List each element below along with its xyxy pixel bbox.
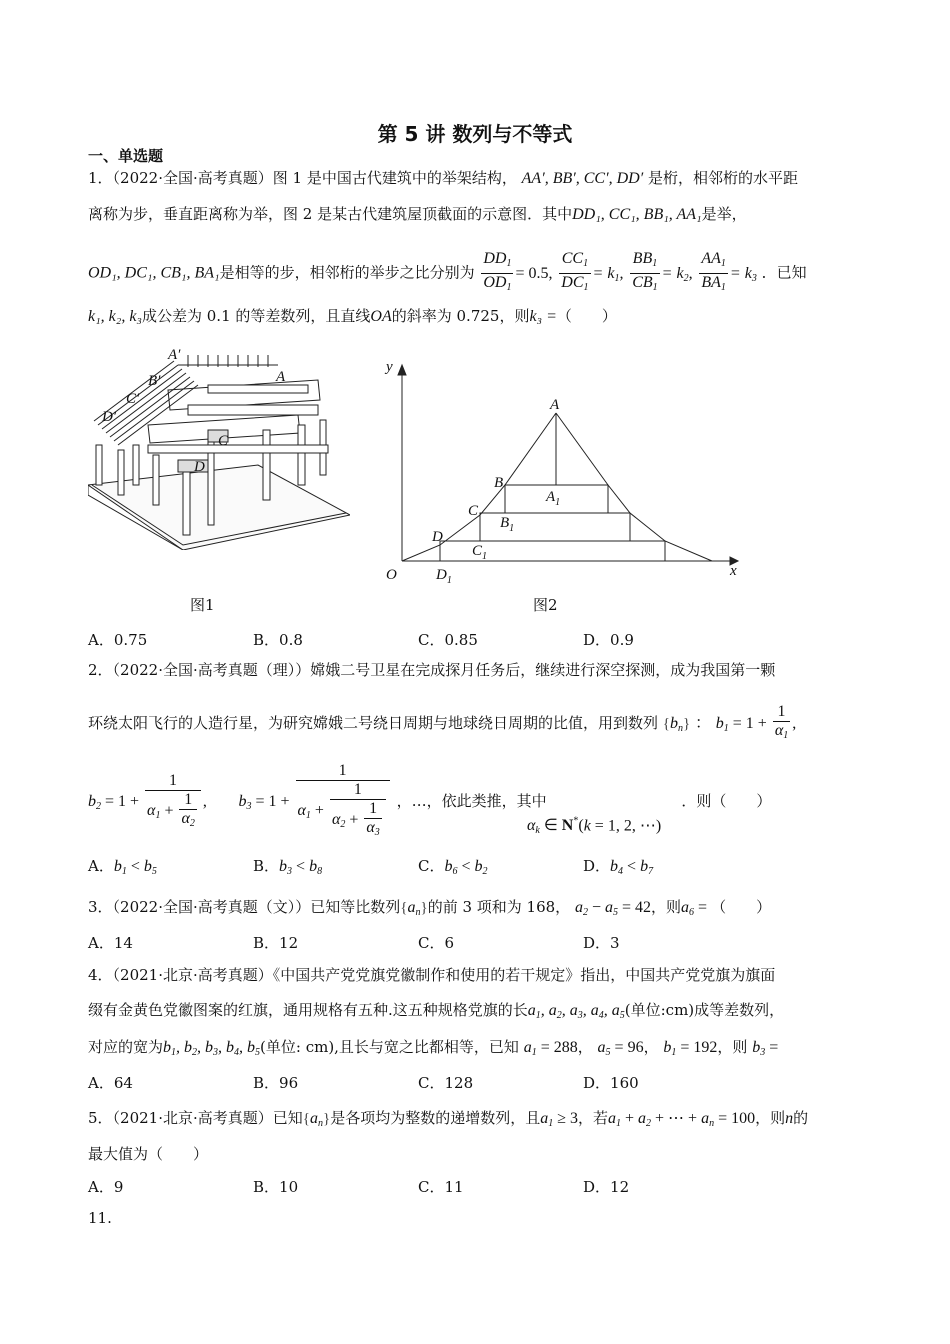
fig1-label-d-prime: D′ bbox=[102, 409, 117, 425]
q1-line-3 bbox=[88, 250, 807, 297]
q1-option-d[interactable]: D．0.9 bbox=[583, 631, 634, 649]
q2-seq-bn: $\{b_n\}$ bbox=[662, 715, 691, 734]
fig2-point-c1: $C_1$ bbox=[472, 543, 488, 562]
q2-number: 2． bbox=[88, 661, 113, 679]
q4-line-2 bbox=[88, 1000, 784, 1026]
q5-text: ，则 bbox=[755, 1109, 786, 1127]
fig1-label-a-prime: A′ bbox=[168, 347, 181, 363]
fig2-axis-x: x bbox=[730, 563, 737, 579]
q5-seq-an: $\{a_n\}$ bbox=[302, 1110, 331, 1129]
fig1-label-d: D bbox=[194, 459, 205, 475]
q1-text: 的斜率为 0.725，则 bbox=[391, 307, 530, 325]
page-title: 第 5 讲 数列与不等式 bbox=[377, 122, 573, 146]
q5-line-1 bbox=[88, 1108, 808, 1134]
q1-option-c[interactable]: C．0.85 bbox=[418, 631, 478, 649]
q2-text: ．则（ ） bbox=[681, 792, 772, 810]
q4-given-a1: $a_1 = 288$ bbox=[523, 1039, 578, 1058]
q1-text: 成公差为 0.1 的等差数列，且直线 bbox=[142, 307, 371, 325]
q1-math-beams: AA′, BB′, CC′, DD′ bbox=[521, 170, 644, 187]
q5-option-d[interactable]: D．12 bbox=[583, 1178, 630, 1196]
q1-math-lifts: DD₁, CC₁, BB₁, AA₁ bbox=[572, 206, 702, 223]
q2-line-3 bbox=[88, 762, 771, 842]
q5-options bbox=[88, 1176, 868, 1196]
q4-option-a[interactable]: A．64 bbox=[88, 1074, 133, 1092]
q4-text: ，则 bbox=[717, 1038, 748, 1056]
q3-text: （ ） bbox=[711, 898, 772, 916]
q1-text: 是相等的步，相邻桁的举步之比分别为 bbox=[219, 263, 475, 282]
q1-text: （ ） bbox=[556, 307, 617, 325]
q5-text: 是各项均为整数的递增数列，且 bbox=[330, 1109, 541, 1127]
q5-text: 已知 bbox=[272, 1109, 303, 1127]
q2-line-2: 环绕太阳飞行的人造行星，为研究嫦娥二号绕日周期与地球绕日周期的比值，用到数列 $\{b_n\}$ ： $b_1 = 1$ + $\frac{1}{\alpha_1}$ , bbox=[88, 703, 797, 741]
q1-text: ．已知 bbox=[761, 263, 807, 282]
q4-math-a: $a_1$, $a_2$, $a_3$, $a_4$, $a_5$ bbox=[527, 1002, 625, 1021]
fig2-point-b: B bbox=[494, 475, 504, 491]
q1-text: 离称为步，垂直距离称为举，图 2 是某古代建筑屋顶截面的示意图．其中 bbox=[88, 205, 573, 223]
fig2-point-d: D bbox=[432, 529, 443, 545]
q5-line-2: 最大值为（ ） bbox=[88, 1145, 209, 1163]
q5-option-b[interactable]: B．10 bbox=[253, 1178, 299, 1196]
fig2-point-a: A bbox=[550, 397, 560, 413]
section-heading: 一、单选题 bbox=[88, 147, 164, 165]
q1-math-oa: OA bbox=[370, 308, 392, 325]
q4-line-3 bbox=[88, 1037, 778, 1063]
q4-option-d[interactable]: D．160 bbox=[583, 1074, 639, 1092]
q3-text: ，则 bbox=[651, 898, 682, 916]
q3-source: （2022·全国·高考真题（文）） bbox=[112, 898, 311, 916]
q4-given-b1: $b_1 = 192$ bbox=[663, 1039, 718, 1058]
q4-text: 《中国共产党党旗党徽制作和使用的若干规定》指出，中国共产党党旗为旗面 bbox=[272, 966, 776, 984]
fig1-label-a: A bbox=[276, 369, 286, 385]
q3-text: 已知等比数列 bbox=[310, 898, 401, 916]
q4-text: ， bbox=[643, 1038, 659, 1056]
figure-1-roof-structure bbox=[88, 345, 350, 550]
q2-option-b[interactable]: B．$b_3 < b_8$ bbox=[253, 857, 323, 877]
trailing-number: 11. bbox=[88, 1209, 112, 1227]
q1-line-4 bbox=[88, 306, 617, 327]
fig2-point-b1: $B_1$ bbox=[500, 515, 515, 534]
fig2-point-c: C bbox=[468, 503, 479, 519]
q3-option-a[interactable]: A．14 bbox=[88, 934, 133, 952]
q4-source: （2021·北京·高考真题） bbox=[112, 966, 273, 984]
fig2-origin-o: O bbox=[386, 567, 397, 583]
q4-options bbox=[88, 1072, 868, 1092]
q1-option-b[interactable]: B．0.8 bbox=[253, 631, 303, 649]
q1-line-1 bbox=[88, 168, 798, 189]
fig1-label-c: C bbox=[218, 433, 229, 449]
q5-cond-a1: $a_1 \ge 3$ bbox=[540, 1110, 578, 1129]
q5-source: （2021·北京·高考真题） bbox=[112, 1109, 273, 1127]
q1-text: 是桁，相邻桁的水平距 bbox=[647, 169, 798, 187]
fig2-point-d1: $D_1$ bbox=[436, 567, 452, 585]
fig1-label-b-prime: B′ bbox=[148, 373, 161, 389]
figure-1-caption: 图1 bbox=[190, 596, 215, 614]
q1-option-a[interactable]: A．0.75 bbox=[88, 631, 148, 649]
fig2-axis-y: y bbox=[386, 359, 393, 375]
q3-condition: $a_2 - a_5 = 42$ bbox=[574, 899, 652, 918]
q4-option-c[interactable]: C．128 bbox=[418, 1074, 474, 1092]
q3-option-c[interactable]: C．6 bbox=[418, 934, 455, 952]
q3-text: 的前 3 项和为 168， bbox=[427, 898, 571, 916]
q2-option-a[interactable]: A．$b_1 < b_5$ bbox=[88, 857, 157, 877]
q2-text: ，…，依此类推，其中 bbox=[396, 792, 547, 810]
q3-option-d[interactable]: D．3 bbox=[583, 934, 620, 952]
q2-options bbox=[88, 855, 868, 875]
q3-number: 3． bbox=[88, 898, 113, 916]
fig2-point-a1: $A_1$ bbox=[546, 489, 561, 508]
fig1-label-c-prime: C′ bbox=[126, 391, 140, 407]
q3-a6: $a_6$ bbox=[681, 899, 695, 918]
q4-math-b: $b_1$, $b_2$, $b_3$, $b_4$, $b_5$ bbox=[163, 1039, 261, 1058]
q2-option-d[interactable]: D．$b_4 < b_7$ bbox=[583, 857, 654, 877]
q2-text: 嫦娥二号卫星在完成探月任务后，继续进行深空探测，成为我国第一颗 bbox=[310, 661, 776, 679]
q5-text: ，若 bbox=[577, 1109, 608, 1127]
q4-text: 对应的宽为 bbox=[88, 1038, 164, 1056]
q1-options bbox=[88, 629, 868, 649]
q5-option-a[interactable]: A．9 bbox=[88, 1178, 124, 1196]
q4-line-1 bbox=[88, 965, 775, 985]
q4-ask-b3: $b_3$ = bbox=[752, 1039, 779, 1058]
q1-math-steps: OD₁, DC₁, CB₁, BA₁ bbox=[88, 264, 220, 282]
q3-option-b[interactable]: B．12 bbox=[253, 934, 299, 952]
q1-ratio-formula: $\frac{DD_1}{OD_1}$ = 0.5, $\frac{CC_1}{DC_1}$ = $k_1$, $\frac{BB_1}{CB_1}$ = $k_2$, $\frac{AA_1}{BA_1}$ = $k_3$ bbox=[483, 250, 757, 293]
q2-formula-b1: $b_1 = 1$ + $\frac{1}{\alpha_1}$ , bbox=[715, 703, 797, 741]
q1-source: （2022·全国·高考真题） bbox=[112, 169, 273, 187]
q4-given-a5: $a_5 = 96$ bbox=[597, 1039, 644, 1058]
q2-formula-b2: $b_2 = 1$ + 1 $\alpha_1$ + $\frac{1}{\alpha_2}$ , bbox=[88, 771, 207, 829]
q1-number: 1． bbox=[88, 169, 113, 187]
q4-text: ， bbox=[577, 1038, 593, 1056]
q5-sum: $a_1 + a_2$ + ⋯ + $a_n = 100$ bbox=[608, 1110, 756, 1129]
q1-line-2 bbox=[88, 204, 747, 225]
q5-number: 5． bbox=[88, 1109, 113, 1127]
q4-option-b[interactable]: B．96 bbox=[253, 1074, 299, 1092]
q4-text: (单位:cm)成等差数列， bbox=[624, 1001, 785, 1019]
q1-text: 是举， bbox=[701, 205, 747, 223]
q2-alpha-domain: $\alpha_k$ ∈ N*(k = 1, 2, ⋯) bbox=[527, 816, 662, 837]
q5-math-n: n bbox=[785, 1110, 794, 1127]
q3-line-1: 3．（2022·全国·高考真题（文））已知等比数列$\{a_n\}$的前 3 项和为 168， $a_2 - a_5 = 42$，则$a_6$ = （ ） bbox=[88, 898, 772, 918]
q2-line-1 bbox=[88, 660, 775, 680]
q5-option-c[interactable]: C．11 bbox=[418, 1178, 464, 1196]
q1-math-k: k₁, k₂, k₃ bbox=[88, 308, 142, 325]
q5-text: 的 bbox=[793, 1109, 809, 1127]
q2-formula-b3: $b_3 = 1$ + 1 $\alpha_1$ + 1 $\alpha_2$ + $\frac{1}{\alpha_3}$ bbox=[238, 792, 391, 810]
q4-number: 4． bbox=[88, 966, 113, 984]
q2-option-c[interactable]: C．$b_6 < b_2$ bbox=[418, 857, 488, 877]
figure-2-caption: 图2 bbox=[533, 596, 558, 614]
q2-source: （2022·全国·高考真题（理）） bbox=[112, 661, 311, 679]
q4-text: 缀有金黄色党徽图案的红旗，通用规格有五种.这五种规格党旗的长 bbox=[88, 1001, 528, 1019]
q2-text: 环绕太阳飞行的人造行星，为研究嫦娥二号绕日周期与地球绕日周期的比值，用到数列 bbox=[88, 714, 659, 732]
figure-2-roof-section bbox=[380, 355, 760, 585]
q1-math-k3: k₃ = bbox=[529, 308, 557, 325]
q3-seq-an: $\{a_n\}$ bbox=[400, 899, 428, 918]
q1-text: 图 1 是中国古代建筑中的举架结构， bbox=[272, 169, 517, 187]
q3-options bbox=[88, 932, 868, 952]
q4-text: (单位: cm),且长与宽之比都相等，已知 bbox=[260, 1038, 519, 1056]
